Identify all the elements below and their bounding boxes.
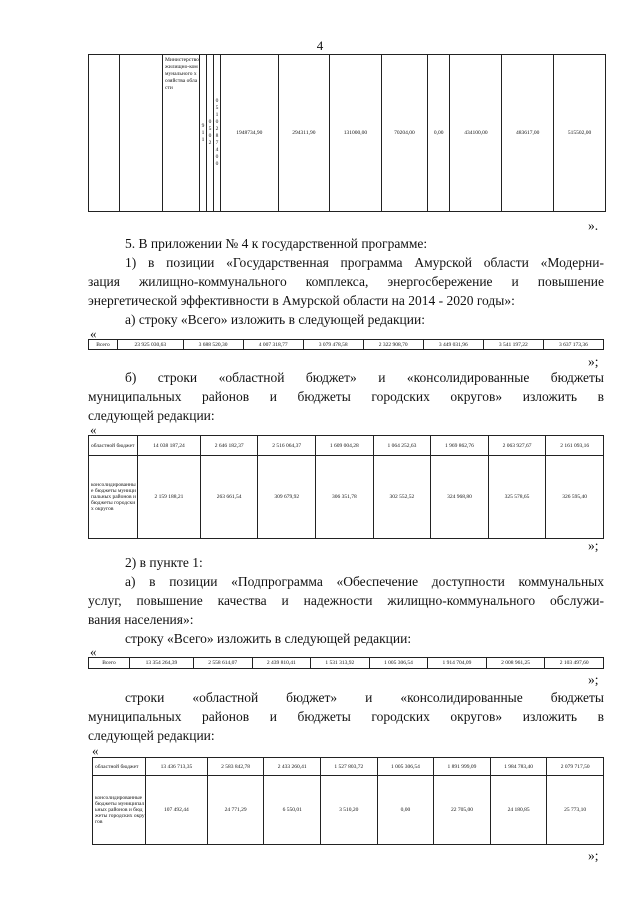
value-cell: 2 103 497,60 (545, 658, 604, 669)
paragraph-line: 1) в позиции «Государственная программа Амурской области «Модерни- (125, 255, 604, 270)
table-cell-empty (120, 55, 163, 212)
value-cell: 1 914 704,09 (428, 658, 487, 669)
value-cell: 1 969 862,76 (431, 436, 489, 456)
value-cell: 2 558 614,07 (193, 658, 252, 669)
close-quote: »; (588, 354, 599, 369)
value-cell: 2 646 182,37 (200, 436, 258, 456)
code-cell: 9 1 1 (200, 55, 207, 212)
value-cell: 70204,00 (381, 55, 427, 212)
paragraph-line: вания населения»: (88, 612, 194, 627)
paragraph-line: зация жилищно-коммунального комплекса, энергосбережение и повышение (88, 274, 604, 289)
value-cell: 2 516 064,37 (258, 436, 316, 456)
value-cell: 13 354 264,39 (130, 658, 194, 669)
close-quote: »; (588, 672, 599, 687)
value-cell: 23 925 030,63 (118, 340, 184, 350)
paragraph-line: энергетической эффективности в Амурской области на 2014 - 2020 годы»: (88, 293, 515, 308)
value-cell: 2 063 927,67 (488, 436, 546, 456)
value-cell: 1 064 252,63 (373, 436, 431, 456)
value-cell: 325 578,65 (488, 456, 546, 539)
row-label: Всего (89, 340, 118, 350)
value-cell: 302 552,52 (373, 456, 431, 539)
value-cell: 1948734,90 (221, 55, 279, 212)
value-cell: 2 079 717,50 (547, 758, 604, 776)
value-cell: 306 351,78 (316, 456, 374, 539)
row-label: областной бюджет (93, 758, 146, 776)
value-cell: 1 527 803,72 (320, 758, 377, 776)
paragraph-line: строку «Всего» изложить в следующей редакции: (125, 631, 412, 646)
paragraph-line: а) строку «Всего» изложить в следующей редакции: (125, 312, 425, 327)
table-cell-empty (89, 55, 120, 212)
paragraph-line: следующей редакции: (88, 728, 215, 743)
value-cell: 263 661,54 (200, 456, 258, 539)
value-cell: 107 492,44 (146, 776, 208, 845)
value-cell: 3 541 197,22 (483, 340, 543, 350)
value-cell: 294311,90 (278, 55, 329, 212)
value-cell: 6 550,01 (264, 776, 321, 845)
value-cell: 22 705,00 (434, 776, 491, 845)
page-number: 4 (316, 38, 324, 53)
budget-table-2 (92, 757, 604, 845)
open-quote: « (92, 743, 99, 758)
value-cell: 1 005 306,54 (369, 658, 428, 669)
value-cell: 3 637 173,36 (543, 340, 603, 350)
close-quote: ». (588, 218, 599, 233)
value-cell: 2 322 908,70 (363, 340, 423, 350)
open-quote: « (90, 644, 97, 659)
row-label: Всего (89, 658, 130, 669)
value-cell: 2 583 842,78 (207, 758, 264, 776)
value-cell: 309 679,92 (258, 456, 316, 539)
paragraph-line: муниципальных районов и бюджеты городских округов» изложить в (88, 389, 604, 404)
value-cell: 2 159 188,21 (138, 456, 201, 539)
value-cell: 4 007 318,77 (243, 340, 303, 350)
value-cell: 3 079 478,58 (303, 340, 363, 350)
value-cell: 483617,00 (502, 55, 554, 212)
paragraph-item-5: 5. В приложении № 4 к государственной программе: (125, 236, 428, 251)
paragraph-line: б) строки «областной бюджет» и «консолидированные бюджеты (125, 370, 604, 385)
budget-table-1 (88, 435, 604, 539)
value-cell: 24 180,85 (490, 776, 547, 845)
table-row (89, 658, 604, 669)
total-table-2 (88, 657, 604, 669)
paragraph-line: строки «областной бюджет» и «консолидированные бюджеты (125, 690, 604, 705)
value-cell: 2 161 093,16 (546, 436, 604, 456)
value-cell: 14 038 187,24 (138, 436, 201, 456)
value-cell: 2 433 260,41 (264, 758, 321, 776)
value-cell: 131000,00 (330, 55, 382, 212)
value-cell: 0,00 (427, 55, 450, 212)
value-cell: 434100,00 (450, 55, 502, 212)
ministry-cell: Министерство жилищно-коммунального хозяйства области (163, 55, 200, 212)
value-cell: 13 436 713,35 (146, 758, 208, 776)
value-cell: 0,00 (377, 776, 434, 845)
open-quote: « (90, 326, 97, 341)
table-row (89, 456, 604, 539)
value-cell: 3 449 031,96 (423, 340, 483, 350)
paragraph-line: услуг, повышение качества и надежности жилищно-коммунального обслужи- (88, 593, 604, 608)
value-cell: 3 510,20 (320, 776, 377, 845)
value-cell: 515502,00 (554, 55, 606, 212)
code-cell: 0 5 0 2 (207, 55, 214, 212)
row-label: консолидированные бюджеты муниципальных районов и бюджеты городских округов (89, 456, 138, 539)
value-cell: 1 891 999,09 (434, 758, 491, 776)
paragraph-line: следующей редакции: (88, 408, 215, 423)
paragraph-line: а) в позиции «Подпрограмма «Обеспечение доступности коммунальных (125, 574, 604, 589)
value-cell: 2 008 961,25 (486, 658, 545, 669)
program-table-fragment (88, 54, 606, 212)
table-row (89, 55, 606, 212)
table-row (93, 758, 604, 776)
code-cell: 0 5 1 0 2 8 7 4 0 0 (214, 55, 221, 212)
row-label: областной бюджет (89, 436, 138, 456)
value-cell: 1 005 306,54 (377, 758, 434, 776)
paragraph-line: муниципальных районов и бюджеты городских округов» изложить в (88, 709, 604, 724)
close-quote: »; (588, 848, 599, 863)
value-cell: 3 688 520,30 (183, 340, 243, 350)
value-cell: 326 595,40 (546, 456, 604, 539)
paragraph-line: 2) в пункте 1: (125, 555, 203, 570)
table-row (93, 776, 604, 845)
open-quote: « (90, 422, 97, 437)
value-cell: 1 609 004,28 (316, 436, 374, 456)
value-cell: 2 439 810,41 (252, 658, 311, 669)
table-row (89, 436, 604, 456)
value-cell: 1 531 313,92 (311, 658, 370, 669)
row-label: консолидированные бюджеты муниципальных районов и бюджеты городских округов (93, 776, 146, 845)
total-table-1 (88, 339, 604, 350)
close-quote: »; (588, 538, 599, 553)
value-cell: 25 773,10 (547, 776, 604, 845)
table-row (89, 340, 604, 350)
value-cell: 1 984 783,40 (490, 758, 547, 776)
value-cell: 324 968,80 (431, 456, 489, 539)
value-cell: 24 771,29 (207, 776, 264, 845)
